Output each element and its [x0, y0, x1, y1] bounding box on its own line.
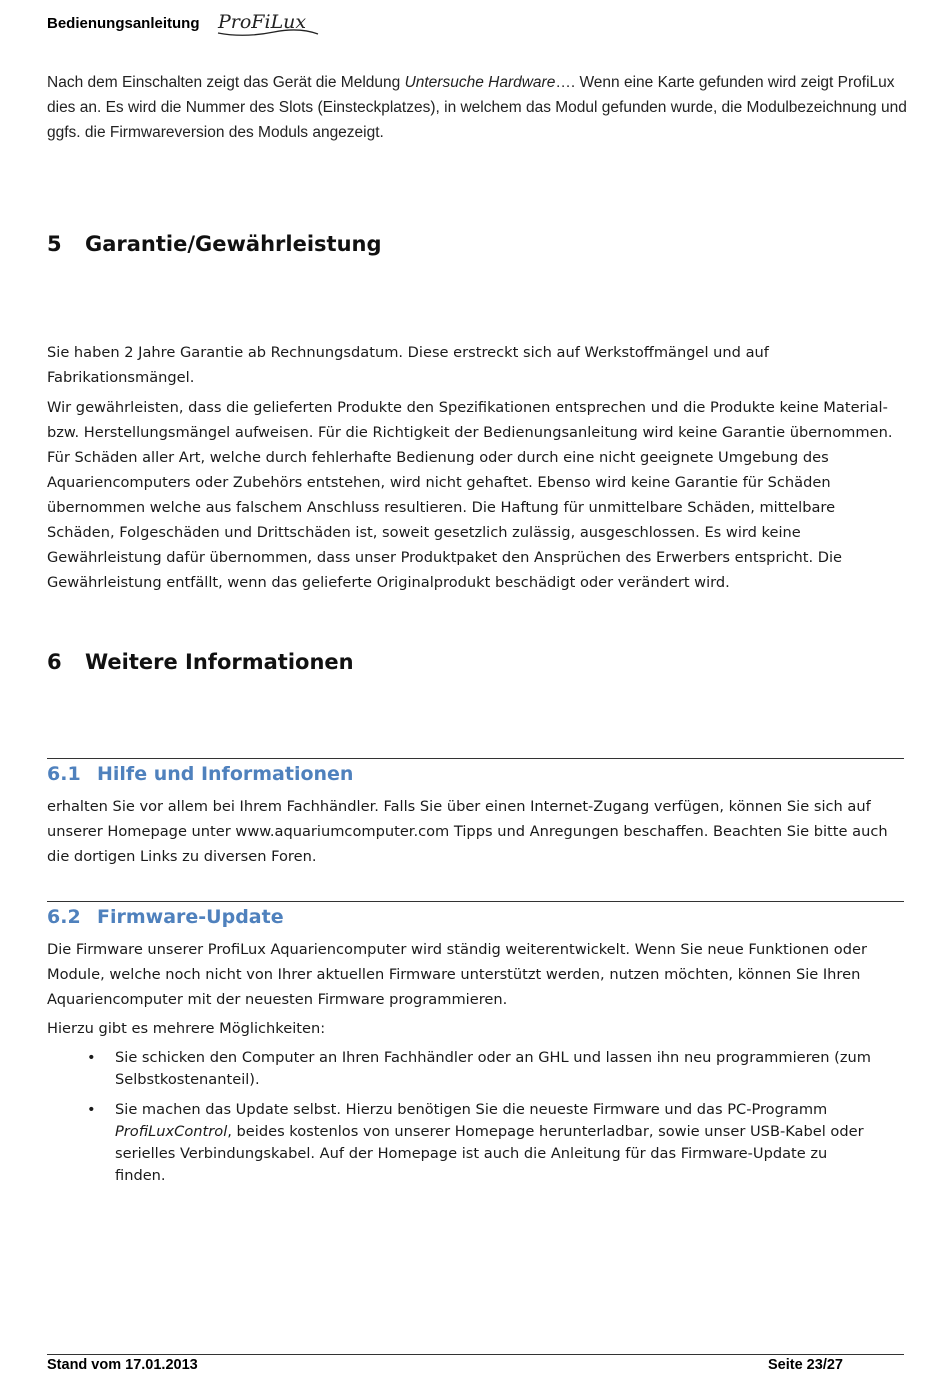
list-item: [47, 1099, 877, 1187]
header-title: Bedienungsanleitung: [47, 15, 200, 32]
italic-program-name: ProfiLuxControl: [115, 1123, 228, 1140]
section-6-heading: [47, 650, 354, 674]
section-divider: [47, 901, 904, 902]
section-title: Hilfe und Informationen: [97, 763, 354, 785]
section-title: Weitere Informationen: [85, 650, 354, 674]
list-item: [47, 1047, 877, 1091]
footer-divider: [47, 1354, 904, 1355]
options-intro: Hierzu gibt es mehrere Möglichkeiten:: [47, 1020, 326, 1037]
bullet-icon: •: [87, 1049, 96, 1066]
list-item-text: Sie machen das Update selbst. Hierzu benötigen Sie die neueste Firmware und das PC-Programm ProfiLuxControl, beides kostenlos von unserer Homepage herunterladbar, sowie unser USB-Kabel oder serielles Verbindungskabel. Auf der Homepage ist auch die Anleitung für das Firmware-Update zu finden.: [115, 1101, 864, 1184]
section-title: Garantie/Gewährleistung: [85, 232, 382, 256]
section-6-2-heading: [47, 906, 284, 928]
svg-text:ProFiLux: ProFiLux: [218, 11, 307, 33]
help-paragraph: erhalten Sie vor allem bei Ihrem Fachhändler. Falls Sie über einen Internet-Zugang verfügen, können Sie sich auf unserer Homepage unter www.aquariumcomputer.com Tipps und Anregungen beschaffen. Beachten Sie bitte auch die dortigen Links zu diversen Foren.: [47, 798, 888, 865]
footer-date: Stand vom 17.01.2013: [47, 1357, 198, 1373]
bullet-icon: •: [87, 1101, 96, 1118]
warranty-paragraph-1: Sie haben 2 Jahre Garantie ab Rechnungsdatum. Diese erstreckt sich auf Werkstoffmängel und auf Fabrikationsmängel.: [47, 344, 769, 386]
profilux-logo: [214, 6, 324, 45]
section-number: 6: [47, 650, 62, 674]
warranty-paragraph-2: Wir gewährleisten, dass die gelieferten Produkte den Spezifikationen entsprechen und die Produkte keine Material- bzw. Herstellungsmängel aufweisen. Für die Richtigkeit der Bedienungsanleitung wird keine Garantie übernommen. Für Schäden aller Art, welche durch fehlerhafte Bedienung oder durch eine nicht geeignete Umgebung des Aquariencomputers oder Zubehörs entstehen, wird nicht gehaftet. Ebenso wird keine Garantie für Schäden übernommen welche aus falschem Anschluss resultieren. Die Haftung für unmittelbare Schäden, mittelbare Schäden, Folgeschäden und Drittschäden ist, soweit gesetzlich zulässig, ausgeschlossen. Es wird keine Gewährleistung dafür übernommen, dass unser Produktpaket den Ansprüchen des Erwerbers entspricht. Die Gewährleistung entfällt, wenn das gelieferte Originalprodukt beschädigt oder verändert wird.: [47, 399, 893, 591]
intro-paragraph: Nach dem Einschalten zeigt das Gerät die Meldung Untersuche Hardware…. Wenn eine Karte gefunden wird zeigt ProfiLux dies an. Es wird die Nummer des Slots (Einsteckplatzes), in welchem das Modul gefunden wurde, die Modulbezeichnung und ggfs. die Firmwareversion des Moduls angezeigt.: [47, 74, 907, 141]
firmware-paragraph: Die Firmware unserer ProfiLux Aquariencomputer wird ständig weiterentwickelt. Wenn Sie neue Funktionen oder Module, welche noch nicht von Ihrer aktuellen Firmware unterstützt werden, nutzen möchten, können Sie Ihren Aquariencomputer mit der neuesten Firmware programmieren.: [47, 941, 867, 1008]
section-number: 6.2: [47, 906, 81, 928]
page-number: Seite 23/27: [768, 1357, 843, 1373]
italic-hardware-message: Untersuche Hardware: [404, 74, 556, 91]
options-list: [47, 1047, 877, 1195]
section-title: Firmware-Update: [97, 906, 284, 928]
section-number: 6.1: [47, 763, 81, 785]
profilux-logo-graphic: [214, 6, 324, 40]
section-divider: [47, 758, 904, 759]
section-number: 5: [47, 232, 62, 256]
section-6-1-heading: [47, 763, 353, 785]
section-5-heading: [47, 232, 382, 256]
list-item-text: Sie schicken den Computer an Ihren Fachhändler oder an GHL und lassen ihn neu programmieren (zum Selbstkostenanteil).: [115, 1049, 871, 1088]
